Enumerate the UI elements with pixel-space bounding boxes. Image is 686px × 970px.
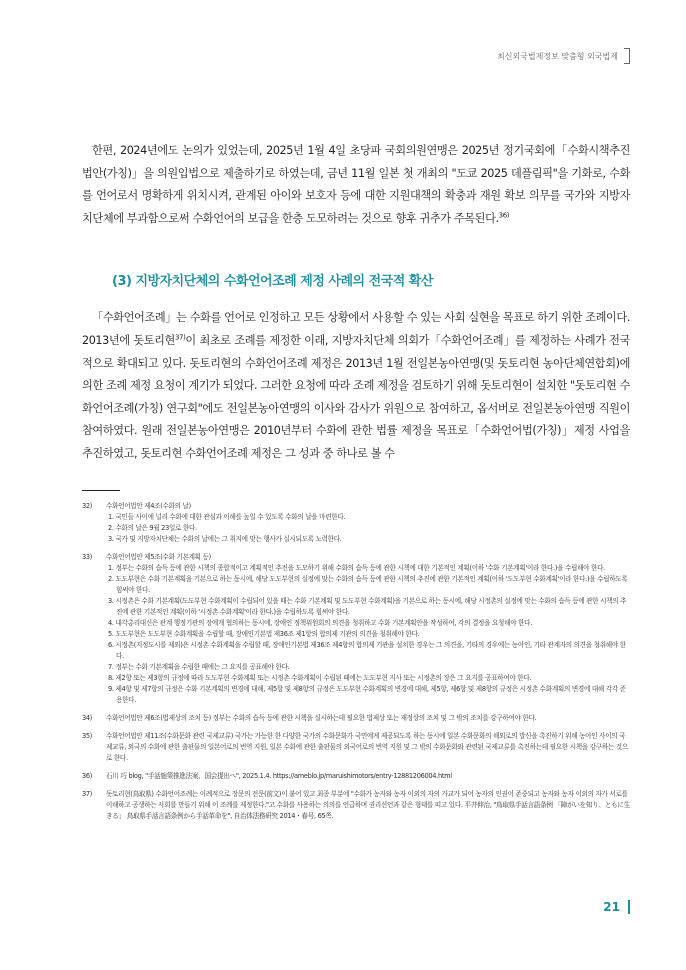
footnote-item: 3. 국가 및 지방자치단체는 수화의 날에는 그 취지에 맞는 행사가 실시되도록 노력한다. (108, 534, 342, 543)
footnote-item: 1. 국민들 사이에 널리 수화에 대한 관심과 이해를 높일 수 있도록 수화의 날을 마련한다. (108, 512, 346, 521)
footnote-number: 35) (82, 731, 93, 740)
paragraph-1 (82, 140, 630, 230)
footnote-36 (82, 771, 630, 782)
footnote-text: 수화언어법안 제6조(법제상의 조치 등) 정부는 수화의 습득 등에 관한 시책을 실시하는데 필요한 법제상 또는 재정상의 조치 및 그 밖의 조치를 강구하여야 한다. (106, 713, 537, 722)
page-number-bar (628, 900, 630, 914)
footnote-ref-36: 36) (498, 211, 510, 220)
main-content (82, 140, 630, 829)
footnote-number: 37) (82, 789, 93, 798)
paragraph-2 (82, 307, 630, 465)
footnote-item: 1. 정부는 수화의 습득 등에 관한 시책의 종합적이고 계획적인 추진을 도모하기 위해 수화의 습득 등에 관한 시책에 대한 기본적인 계획(이하 '수화 기본계획'이라 한다.)을 수립해야 한다. (108, 563, 605, 572)
footnote-title: 수화언어법안 제5조(수화 기본계획 등) (106, 552, 211, 561)
footnote-items (106, 512, 630, 545)
footnote-text: 石川 巧 blog, "手話施策推進法案、国会提出へ", 2025.1.4. https://ameblo.jp/maruishimotors/entry-12881206004.html (106, 771, 452, 780)
footnote-number: 34) (82, 713, 93, 722)
footnote-number: 33) (82, 552, 93, 561)
footnote-item: 3. 시정촌은 수화 기본계획(도도부현 수화계획이 수립되어 있을 때는 수화 기본계획 및 도도부현 수화계획)을 기본으로 하는 동시에, 해당 시정촌의 실정에 맞는 수화의 습득 등에 관한 시책의 추진에 관한 기본적인 계획(이하 '시정촌 수화계획'이라 한다.)을 수립하도록 힘써야 한다. (108, 596, 627, 616)
footnote-number: 36) (82, 771, 93, 780)
footnote-number: 32) (82, 501, 93, 510)
footnote-37 (82, 789, 630, 822)
footnotes (82, 501, 630, 822)
footnote-item: 2. 도도부현은 수화 기본계획을 기본으로 하는 동시에, 해당 도도부현의 실정에 맞는 수화의 습득 등에 관한 시책의 추진에 관한 기본적인 계획(이하 '도도부현 수화계획'이라 한다.)을 수립하도록 힘써야 한다. (108, 574, 628, 594)
page-number-text: 21 (603, 900, 620, 914)
footnote-item: 2. 수화의 날은 9월 23일로 한다. (108, 523, 197, 532)
header-bracket (624, 48, 630, 64)
paragraph-2-text-a: 「수화언어조례」는 수화를 언어로 인정하고 모든 상황에서 사용할 수 있는 사회 실현을 목표로 하기 위한 조례이다. 2013년에 돗토리현 (82, 311, 630, 347)
paragraph-2-text-b: 이 최초로 조례를 제정한 이래, 지방자치단체 의회가「수화언어조례」를 제정하는 사례가 전국적으로 확대되고 있다. 돗토리현의 수화언어조례 제정은 2013년 1월 전일본농아연맹(및 돗토리현 농아단체연합회)에 의한 조례 제정 요청이 계기가 되었다. 그러한 요청에 따라 조례 제정을 검토하기 위해 돗토리현이 설치한 "돗토리현 수화언어조례(가칭) 연구회"에도 전일본농아연맹의 이사와 감사가 위원으로 참여하고, 옵서버로 전일본농아연맹 직원이 참여하였다. 원래 전일본농아연맹은 2010년부터 수화에 관한 법률 제정을 목표로「수화언어법(가칭)」제정 사업을 추진하였고, 돗토리현 수화언어조례 제정은 그 성과 중 하나로 볼 수 (82, 333, 630, 460)
footnote-text: 수화언어법안 제11조(수화문화 관련 국제교류) 국가는 가능한 한 다양한 국가의 수화문화가 국민에게 제공되도록 하는 동시에 일본 수화문화의 해외로의 발신을 촉진하기 위해 농아인 사이의 국제교류, 외국의 수화에 관한 출판물의 일본어로의 번역 지원, 일본 수화에 관한 출판물의 외국어로의 번역 지원 및 그 밖의 수화문화와 관련된 국제교류를 촉진하는데 필요한 시책을 강구하는 것으로 한다. (106, 731, 628, 762)
page-number (603, 900, 630, 914)
paragraph-1-text: 한편, 2024년에도 논의가 있었는데, 2025년 1월 4일 초당파 국회의원연맹은 2025년 정기국회에「수화시책추진법안(가칭)」을 의원입법으로 제출하기로 하였는데, 금년 11월 일본 첫 개최의 "도쿄 2025 데플림픽"을 기화로, 수화를 언어로서 명확하게 위치시켜, 관계된 아이와 보호자 등에 대한 지원대책의 확충과 재원 확보 의무를 국가와 지방자치단체에 부과함으로써 수화언어의 보급을 한층 도모하려는 것으로 향후 귀추가 주목된다. (82, 144, 630, 225)
running-title: 최신외국법제정보 맞춤형 외국법제 (496, 51, 618, 61)
footnote-items (106, 563, 630, 706)
footnote-32 (82, 501, 630, 545)
section-title: (3) 지방자치단체의 수화언어조례 제정 사례의 전국적 확산 (112, 274, 433, 290)
running-header (497, 48, 630, 64)
footnote-ref-37: 37) (174, 333, 186, 342)
footnote-33 (82, 552, 630, 706)
footnote-item: 5. 도도부현은 도도부현 수화계획을 수립할 때, 장애인기본법 제36조 제1항의 합의제 기관의 의견을 청취해야 한다. (108, 629, 420, 638)
footnote-title: 수화언어법안 제4조(수화의 날) (106, 501, 191, 510)
footnote-34 (82, 713, 630, 724)
footnote-item: 9. 제4항 및 제7항의 규정은 수화 기본계획의 변경에 대해, 제5항 및 제8항의 규정은 도도부현 수화계획의 변경에 대해, 제5항, 제6항 및 제8항의 규정은 시정촌 수화계획의 변경에 대해 각각 준용한다. (108, 684, 626, 704)
footnote-text: 돗토리현(鳥取県) 수화언어조례는 이례적으로 장문의 전문(前文)이 붙어 있고 최종 부분에 "수화가 농자와 농자 이외의 자의 가교가 되어 농자의 인권이 존중되고 농자와 농자 이외의 자가 서로를 이해하고 공생하는 사회를 만들기 위해 이 조례를 제정한다."고 수화를 사용하는 의의를 언급하며 권리선언과 같은 형태를 띠고 있다. 平井伸治, "鳥取県手話言語条例 「障がいを知り、ともに生きる」 鳥取県手話言語条例から手話革命を", 自治体法務研究 2014・春号, 65쪽. (106, 789, 631, 820)
footnote-item: 8. 제2항 또는 제3항의 규정에 따라 도도부현 수화계획 또는 시정촌 수화계획이 수립된 때에는 도도부현 지사 또는 시정촌의 장은 그 요지를 공표하여야 한다. (108, 673, 532, 682)
footnote-item: 7. 정부는 수화 기본계획을 수립한 때에는 그 요지를 공표해야 한다. (108, 662, 290, 671)
footnote-divider (82, 490, 120, 491)
footnote-35 (82, 731, 630, 764)
footnote-item: 6. 시정촌(지정도시를 제외)은 시정촌 수화계획을 수립할 때, 장애인기본법 제36조 제4항의 합의제 기관을 설치한 경우는 그 의견을, 기타의 경우에는 농아인, 기타 관계자의 의견을 청취해야 한다. (108, 640, 626, 660)
footnote-item: 4. 내각총리대신은 관계 행정기관의 장에게 협의하는 동시에, 장애인 정책위원회의 의견을 청취하고 수화 기본계획안을 작성하여, 각의 결정을 요청해야 한다. (108, 618, 532, 627)
